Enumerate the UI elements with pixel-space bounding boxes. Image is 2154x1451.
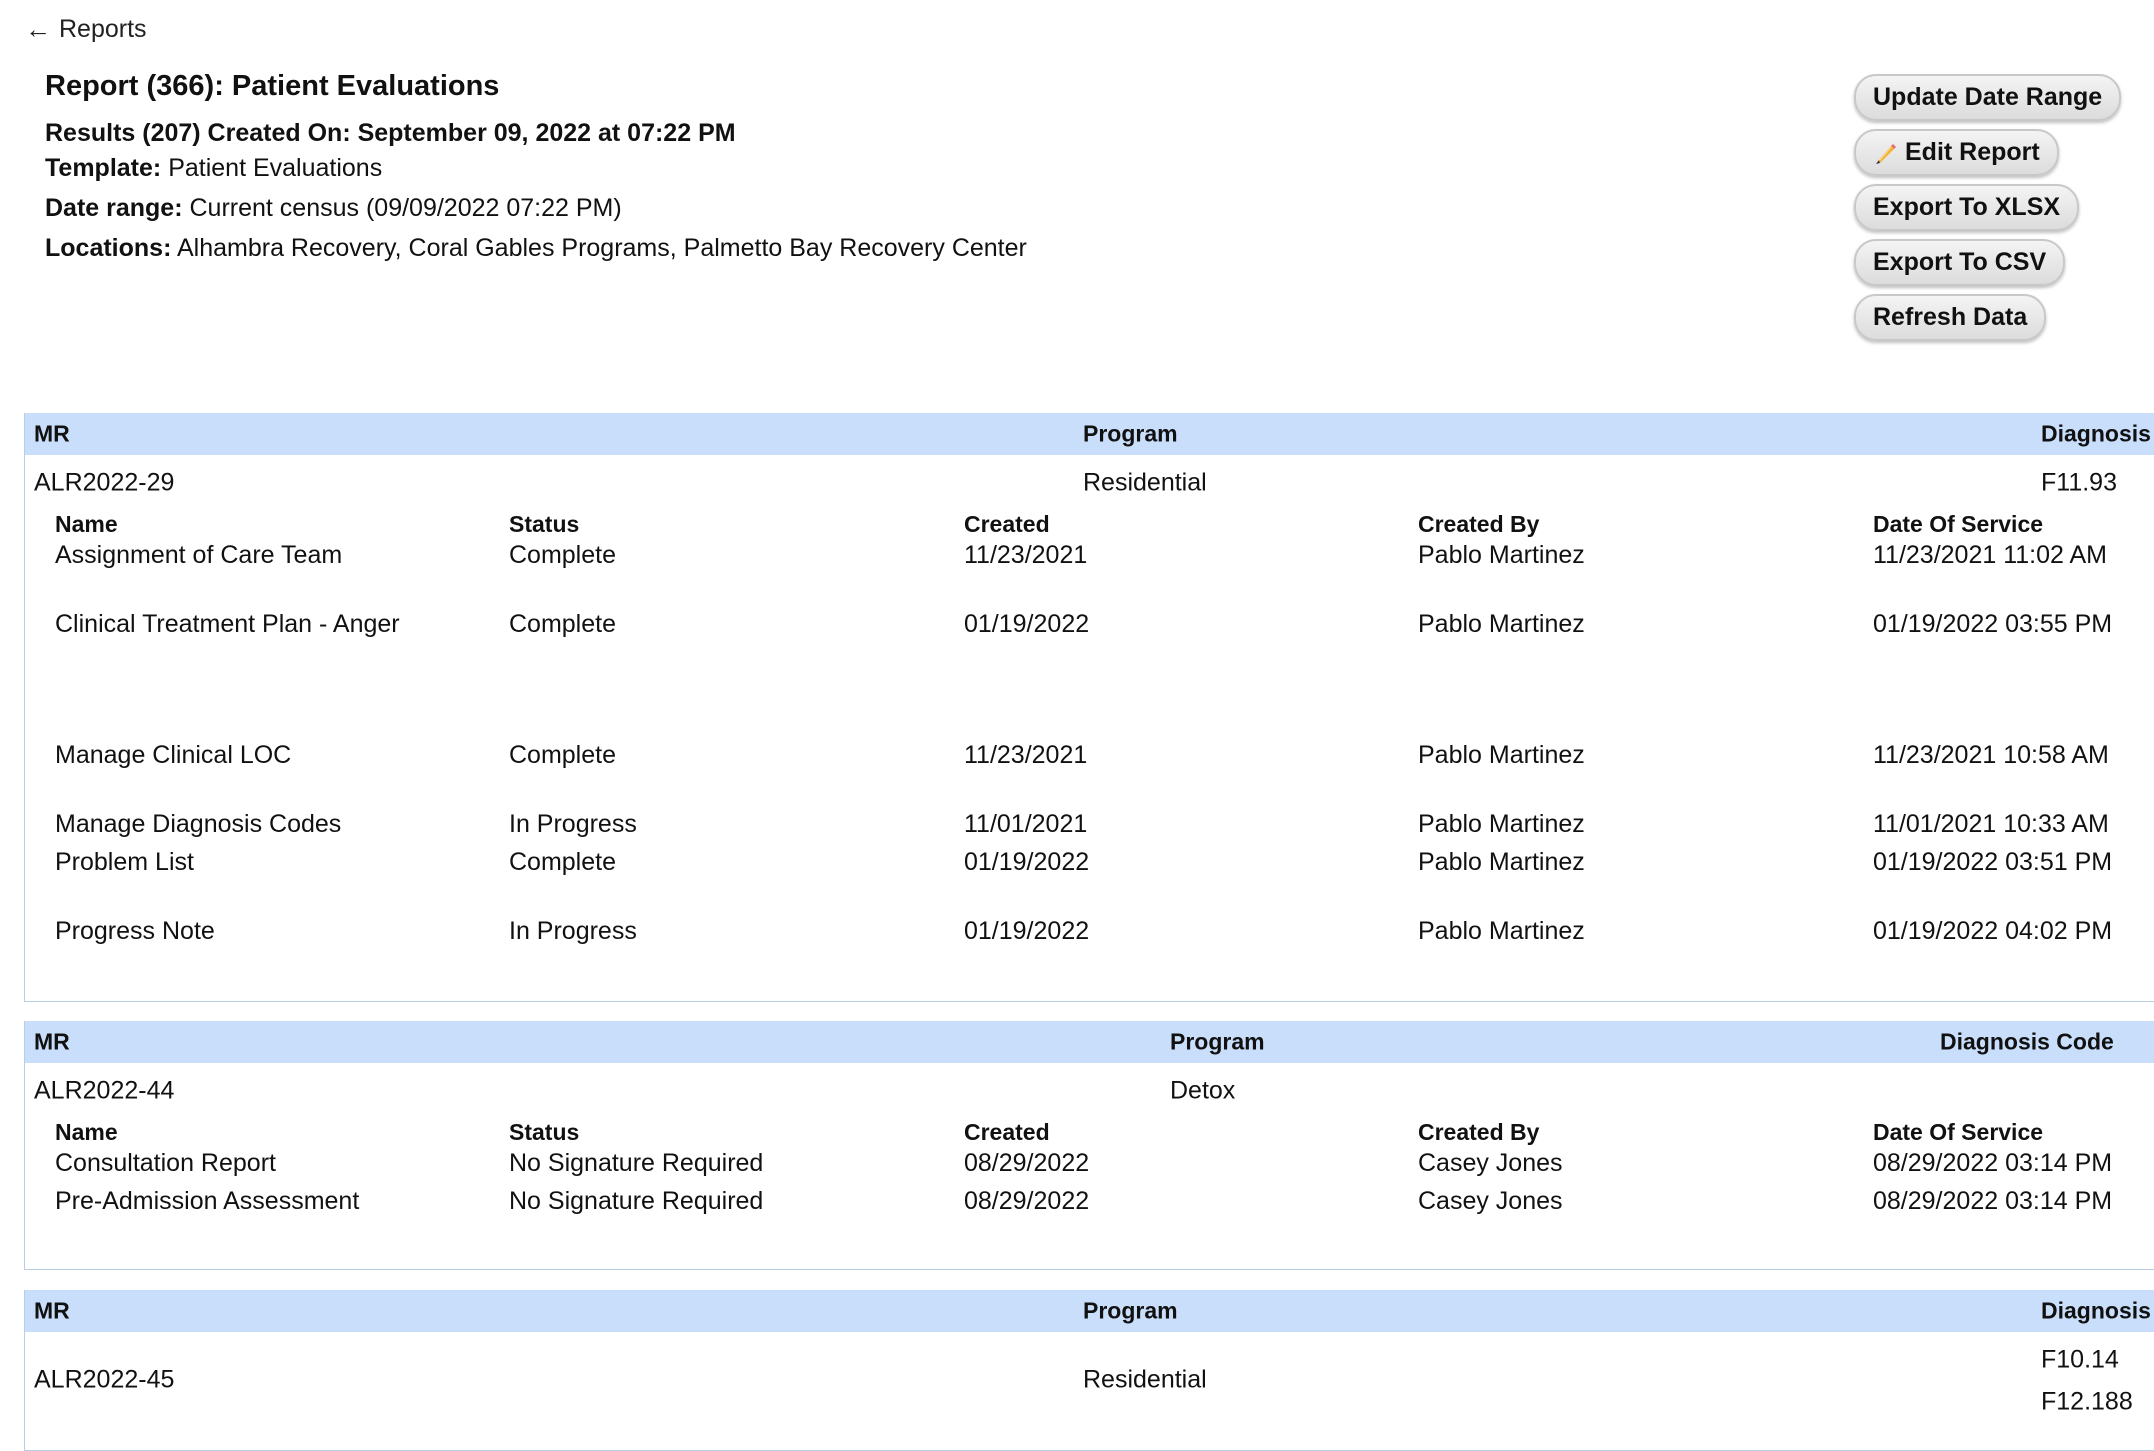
report-header <box>45 70 1027 274</box>
back-link-label: Reports <box>59 15 147 43</box>
evaluation-created-by: Pablo Martinez <box>1418 917 1585 945</box>
evaluation-date-of-service: 01/19/2022 03:51 PM <box>1873 848 2113 876</box>
export-xlsx-button[interactable] <box>1854 184 2079 231</box>
record-summary-row <box>25 455 2154 511</box>
evaluation-status: No Signature Required <box>509 1149 764 1177</box>
evaluation-created: 08/29/2022 <box>964 1149 1090 1177</box>
evaluation-created: 08/29/2022 <box>964 1187 1090 1215</box>
export-csv-button[interactable] <box>1854 239 2065 286</box>
mr-column-header: MR <box>34 1297 70 1324</box>
program-column-header: Program <box>1083 420 1178 447</box>
edit-report-button[interactable] <box>1854 129 2059 176</box>
update-date-range-label: Update Date Range <box>1873 83 2103 111</box>
evaluation-created: 01/19/2022 <box>964 917 1090 945</box>
results-line: Results (207) Created On: September 09, 2022 at 07:22 PM <box>45 119 736 147</box>
back-to-reports-link[interactable] <box>25 14 147 45</box>
update-date-range-button[interactable] <box>1854 74 2121 121</box>
patient-record <box>24 413 2154 1002</box>
mr-value: ALR2022-45 <box>34 1365 175 1394</box>
diagnosis-column-header: Diagnosis <box>2041 1297 2151 1324</box>
diagnosis-column-header: Diagnosis Code <box>1940 1028 2114 1055</box>
evaluation-created: 01/19/2022 <box>964 848 1090 876</box>
evaluation-name: Manage Diagnosis Codes <box>55 810 342 838</box>
evaluation-status: No Signature Required <box>509 1187 764 1215</box>
evaluation-date-of-service: 11/23/2021 11:02 AM <box>1873 541 2107 569</box>
created-column-header: Created <box>964 511 1050 537</box>
diagnosis-column-header: Diagnosis <box>2041 420 2151 447</box>
refresh-data-label: Refresh Data <box>1873 303 2028 331</box>
evaluation-created: 11/23/2021 <box>964 541 1088 569</box>
program-column-header: Program <box>1170 1028 1265 1055</box>
evaluation-created-by: Pablo Martinez <box>1418 741 1585 769</box>
evaluation-date-of-service: 01/19/2022 04:02 PM <box>1873 917 2113 945</box>
template-value: Patient Evaluations <box>168 154 383 182</box>
program-value: Residential <box>1083 468 1207 497</box>
evaluation-created-by: Pablo Martinez <box>1418 541 1585 569</box>
program-value: Detox <box>1170 1076 1236 1105</box>
page-title: Report (366): Patient Evaluations <box>45 70 500 102</box>
evaluation-created: 11/23/2021 <box>964 741 1088 769</box>
evaluation-status: In Progress <box>509 917 637 945</box>
evaluation-date-of-service: 11/01/2021 10:33 AM <box>1873 810 2109 838</box>
evaluations-table <box>25 511 2154 991</box>
evaluation-created-by: Casey Jones <box>1418 1187 1563 1215</box>
patient-record <box>24 1021 2154 1270</box>
evaluation-created: 11/01/2021 <box>964 810 1088 838</box>
name-column-header: Name <box>55 511 118 537</box>
record-summary-row <box>25 1332 2154 1428</box>
diagnosis-value: F12.188 <box>2041 1387 2133 1416</box>
date-range-value: Current census (09/09/2022 07:22 PM) <box>189 194 622 222</box>
evaluation-name: Progress Note <box>55 917 215 945</box>
arrow-left-icon: ← <box>25 14 51 44</box>
evaluation-status: Complete <box>509 541 616 569</box>
evaluation-created: 01/19/2022 <box>964 610 1090 638</box>
evaluations-table <box>25 1119 2154 1259</box>
mr-column-header: MR <box>34 1028 70 1055</box>
evaluation-created-by: Pablo Martinez <box>1418 610 1585 638</box>
mr-value: ALR2022-44 <box>34 1076 175 1105</box>
evaluation-status: Complete <box>509 848 616 876</box>
record-header <box>25 1290 2154 1332</box>
locations-label: Locations: <box>45 234 172 262</box>
record-header <box>25 413 2154 455</box>
evaluation-created-by: Pablo Martinez <box>1418 848 1585 876</box>
evaluation-name: Problem List <box>55 848 194 876</box>
evaluation-date-of-service: 11/23/2021 10:58 AM <box>1873 741 2109 769</box>
evaluation-created-by: Pablo Martinez <box>1418 810 1585 838</box>
template-label: Template: <box>45 154 162 182</box>
refresh-data-button[interactable] <box>1854 294 2046 341</box>
date-of-service-column-header: Date Of Service <box>1873 1119 2044 1145</box>
created-by-column-header: Created By <box>1418 511 1540 537</box>
diagnosis-value: F10.14 <box>2041 1345 2119 1374</box>
created-column-header: Created <box>964 1119 1050 1145</box>
patient-record <box>24 1290 2154 1451</box>
date-of-service-column-header: Date Of Service <box>1873 511 2044 537</box>
evaluation-name: Manage Clinical LOC <box>55 741 292 769</box>
mr-value: ALR2022-29 <box>34 468 175 497</box>
pencil-icon <box>1873 140 1899 166</box>
created-by-column-header: Created By <box>1418 1119 1540 1145</box>
template-line <box>45 154 1027 183</box>
export-csv-label: Export To CSV <box>1873 248 2047 276</box>
evaluation-status: Complete <box>509 741 616 769</box>
date-range-label: Date range: <box>45 194 183 222</box>
name-column-header: Name <box>55 1119 118 1145</box>
export-xlsx-label: Export To XLSX <box>1873 193 2061 221</box>
program-value: Residential <box>1083 1365 1207 1394</box>
status-column-header: Status <box>509 1119 580 1145</box>
evaluation-date-of-service: 01/19/2022 03:55 PM <box>1873 610 2113 638</box>
evaluation-name: Consultation Report <box>55 1149 276 1177</box>
evaluation-status: Complete <box>509 610 616 638</box>
mr-column-header: MR <box>34 420 70 447</box>
evaluation-name: Pre-Admission Assessment <box>55 1187 360 1215</box>
edit-report-label: Edit Report <box>1905 138 2040 166</box>
date-range-line <box>45 194 1027 223</box>
evaluation-name: Clinical Treatment Plan - Anger <box>55 610 400 638</box>
evaluation-created-by: Casey Jones <box>1418 1149 1563 1177</box>
record-summary-row <box>25 1063 2154 1119</box>
diagnosis-value: F11.93 <box>2041 468 2117 497</box>
evaluation-name: Assignment of Care Team <box>55 541 343 569</box>
report-actions <box>1854 74 2121 341</box>
record-header <box>25 1021 2154 1063</box>
locations-line <box>45 234 1027 263</box>
evaluation-date-of-service: 08/29/2022 03:14 PM <box>1873 1149 2113 1177</box>
evaluation-status: In Progress <box>509 810 637 838</box>
locations-value: Alhambra Recovery, Coral Gables Programs, Palmetto Bay Recovery Center <box>176 234 1027 262</box>
status-column-header: Status <box>509 511 580 537</box>
program-column-header: Program <box>1083 1297 1178 1324</box>
evaluation-date-of-service: 08/29/2022 03:14 PM <box>1873 1187 2113 1215</box>
